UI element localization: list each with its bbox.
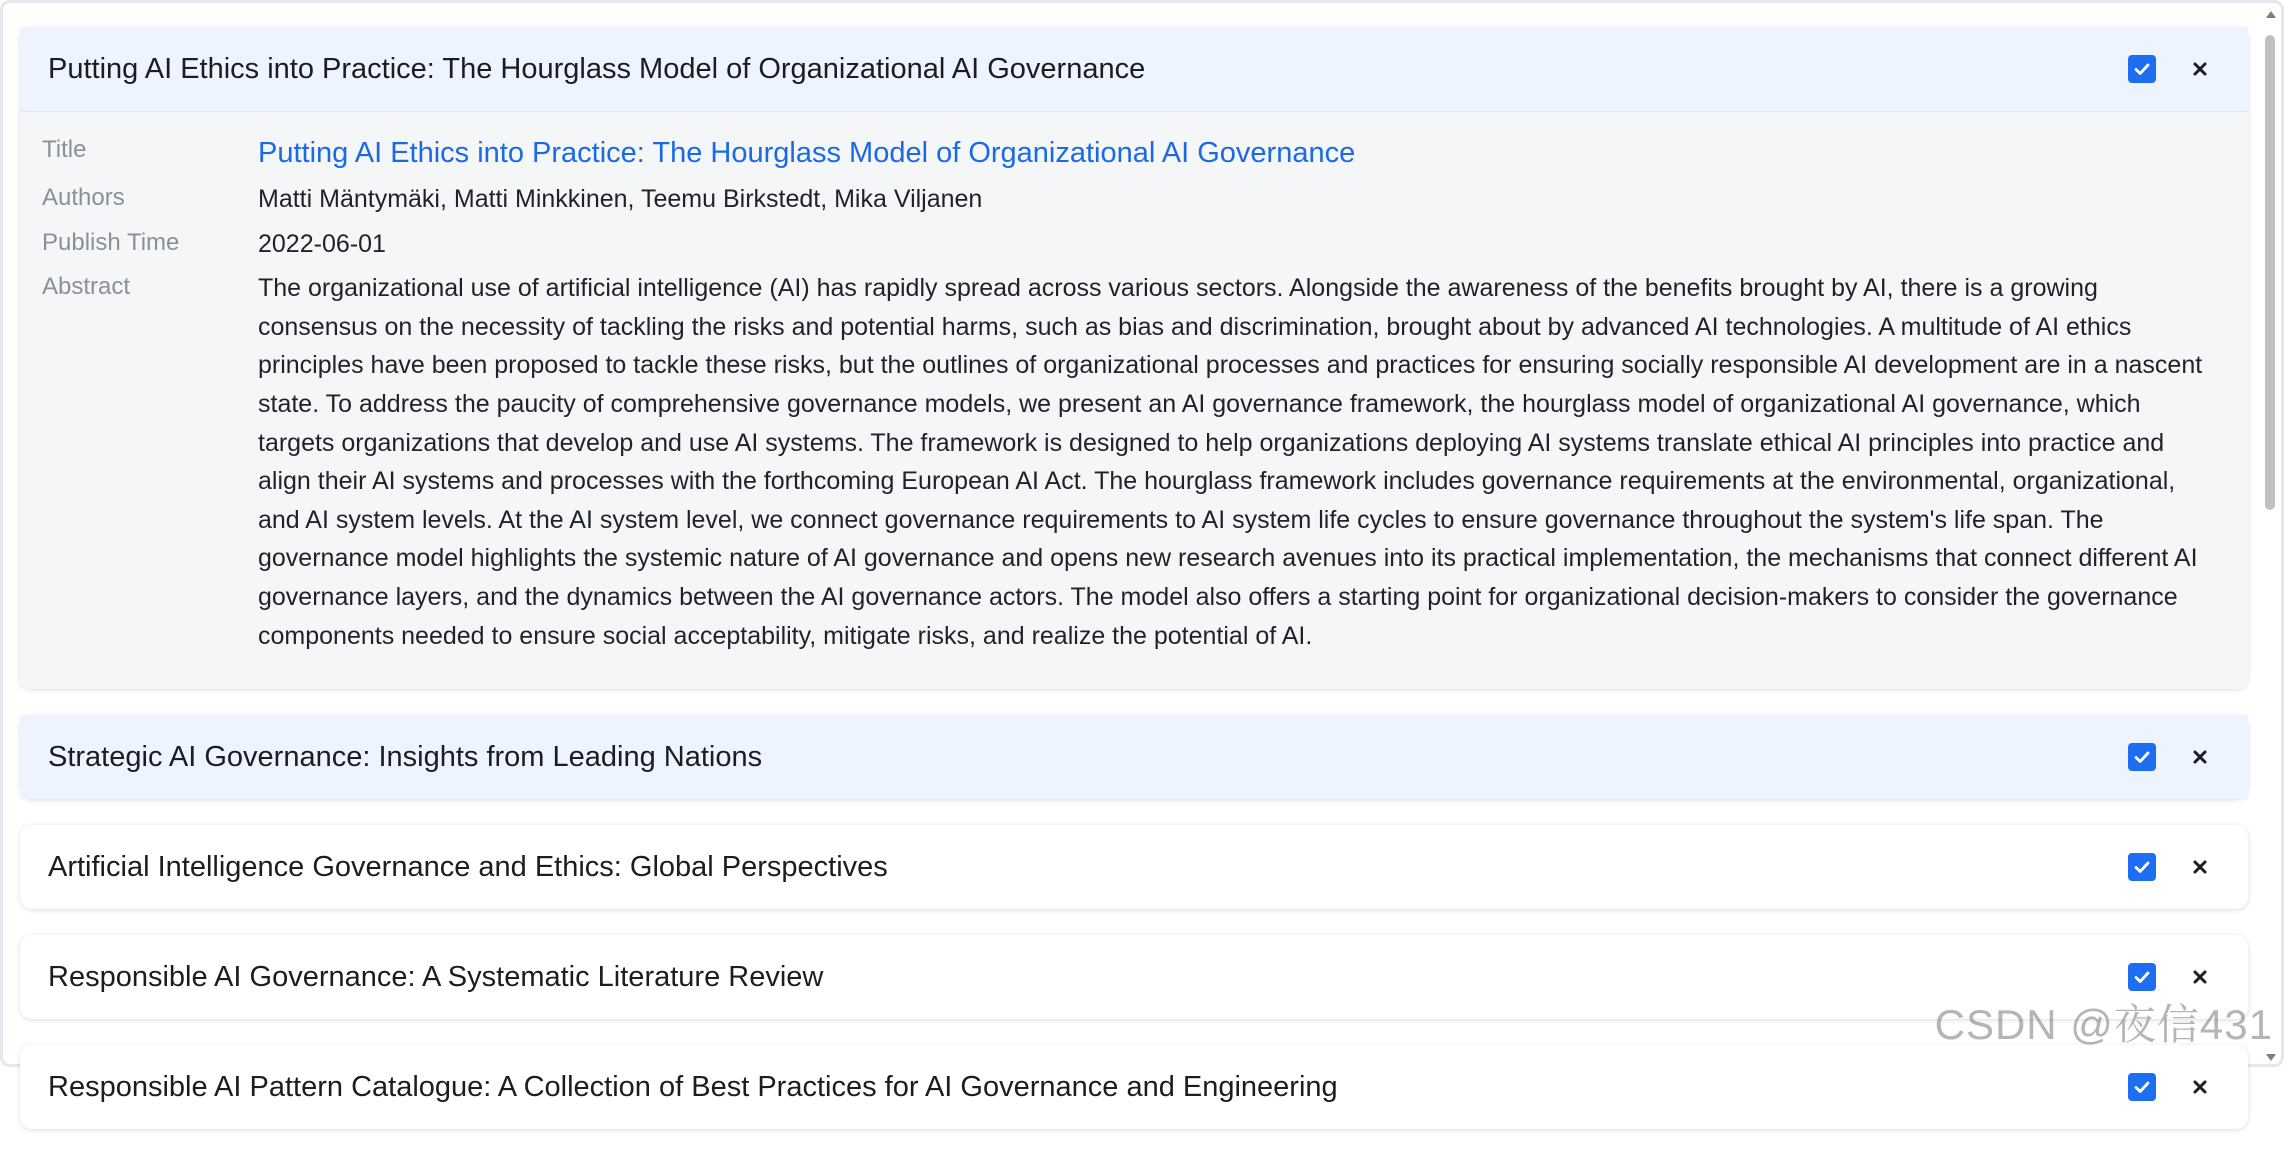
paper-card-header[interactable]: [20, 715, 2248, 799]
check-icon: [2132, 1077, 2152, 1097]
paper-list: [20, 27, 2248, 1155]
check-icon: [2132, 857, 2152, 877]
paper-card-2: [20, 715, 2248, 799]
check-icon: [2132, 967, 2152, 987]
title-label: Title: [42, 136, 87, 163]
paper-title: Responsible AI Governance: A Systematic Literature Review: [48, 960, 824, 993]
close-icon: [2192, 1079, 2208, 1095]
abstract-label: Abstract: [42, 273, 131, 301]
remove-button[interactable]: [2186, 963, 2214, 991]
close-icon: [2192, 859, 2208, 875]
paper-title: Strategic AI Governance: Insights from Leading Nations: [48, 740, 763, 773]
check-icon: [2132, 59, 2152, 79]
check-icon: [2132, 747, 2152, 767]
select-checkbox[interactable]: [2128, 55, 2156, 83]
paper-title: Putting AI Ethics into Practice: The Hourglass Model of Organizational AI Governance: [48, 52, 1146, 85]
paper-detail: [20, 111, 2248, 689]
select-checkbox[interactable]: [2128, 1073, 2156, 1101]
scroll-up-icon[interactable]: [2266, 11, 2276, 18]
paper-card-1: [20, 27, 2248, 689]
card-actions: [2128, 1073, 2214, 1101]
watermark: CSDN @夜信431: [1934, 1001, 2273, 1048]
detail-row-title: [42, 132, 2214, 174]
close-icon: [2192, 61, 2208, 77]
detail-row-abstract: [42, 269, 2214, 655]
abstract-value: The organizational use of artificial intelligence (AI) has rapidly spread across various sectors. Alongside the awareness of the benefits brought by AI, there is a growing consensus on the necessity of tackling the risks and potential harms, such as bias and discrimination, brought about by advanced AI technologies. A multitude of AI ethics principles have been proposed to tackle these risks, but the outlines of organizational processes and practices for ensuring socially responsible AI development are in a nascent state. To address the paucity of comprehensive governance models, we present an AI governance framework, the hourglass model of organizational AI governance, which targets organizations that develop and use AI systems. The framework is designed to help organizations deploying AI systems translate ethical AI principles into practice and align their AI systems and processes with the forthcoming European AI Act. The hourglass framework includes governance requirements at the environmental, organizational, and AI system levels. At the AI system level, we connect governance requirements to AI system life cycles to ensure governance throughout the system's life span. The governance model highlights the systemic nature of AI governance and opens new research avenues into its practical implementation, the mechanisms that connect different AI governance layers, and the dynamics between the AI governance actors. The model also offers a starting point for organizational decision-makers to consider the governance components needed to ensure social acceptability, mitigate risks, and realize the potential of AI.: [258, 274, 2203, 650]
paper-title: Artificial Intelligence Governance and Ethics: Global Perspectives: [48, 850, 888, 883]
paper-title-link[interactable]: Putting AI Ethics into Practice: The Hourglass Model of Organizational AI Governance: [258, 137, 1356, 169]
paper-card-header[interactable]: [20, 1045, 2248, 1129]
paper-title: Responsible AI Pattern Catalogue: A Collection of Best Practices for AI Governance and Engineering: [48, 1070, 1338, 1103]
select-checkbox[interactable]: [2128, 853, 2156, 881]
vertical-scrollbar[interactable]: [2264, 11, 2278, 1061]
card-actions: [2128, 963, 2214, 991]
detail-row-publish: [42, 225, 2214, 264]
paper-card-3: [20, 825, 2248, 909]
select-checkbox[interactable]: [2128, 743, 2156, 771]
paper-card-header[interactable]: [20, 935, 2248, 1019]
authors-value: Matti Mäntymäki, Matti Minkkinen, Teemu Birkstedt, Mika Viljanen: [258, 185, 983, 213]
paper-card-4: [20, 935, 2248, 1019]
scrollbar-thumb[interactable]: [2265, 35, 2275, 510]
paper-card-5: [20, 1045, 2248, 1129]
remove-button[interactable]: [2186, 1073, 2214, 1101]
card-actions: [2128, 743, 2214, 771]
remove-button[interactable]: [2186, 743, 2214, 771]
publish-time-label: Publish Time: [42, 228, 180, 256]
card-actions: [2128, 853, 2214, 881]
paper-card-header[interactable]: [20, 27, 2248, 111]
close-icon: [2192, 749, 2208, 765]
publish-time-value: 2022-06-01: [258, 229, 386, 258]
card-actions: [2128, 55, 2214, 83]
select-checkbox[interactable]: [2128, 963, 2156, 991]
remove-button[interactable]: [2186, 55, 2214, 83]
authors-label: Authors: [42, 184, 125, 211]
scroll-down-icon[interactable]: [2266, 1054, 2276, 1061]
detail-row-authors: [42, 180, 2214, 219]
paper-card-header[interactable]: [20, 825, 2248, 909]
close-icon: [2192, 969, 2208, 985]
remove-button[interactable]: [2186, 853, 2214, 881]
